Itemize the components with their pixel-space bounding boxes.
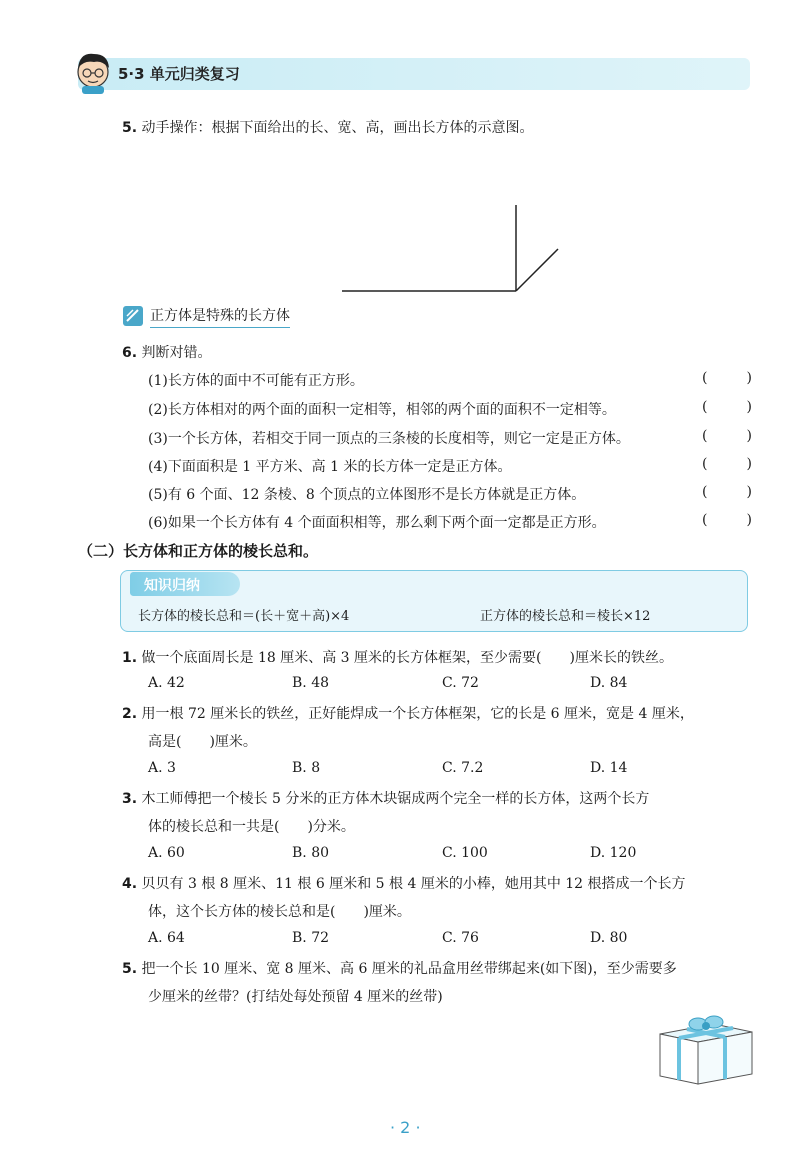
pencil-note-icon [122, 305, 144, 327]
answer-blank[interactable]: ( ) [702, 370, 752, 386]
answer-blank[interactable]: ( ) [702, 399, 752, 415]
option[interactable]: B. 8 [292, 760, 321, 776]
question-text: 动手操作：根据下面给出的长、宽、高，画出长方体的示意图。 [141, 120, 534, 136]
question-draw [122, 117, 534, 137]
question-text-continued: 体的棱长总和一共是( )分米。 [148, 819, 355, 835]
option[interactable]: B. 72 [292, 930, 330, 946]
option[interactable]: A. 60 [148, 845, 185, 861]
question-text: 把一个长 10 厘米、宽 8 厘米、高 6 厘米的礼品盒用丝带绑起来(如下图)，至少需要多 [141, 961, 677, 977]
option[interactable]: A. 42 [148, 675, 185, 691]
question-4: 4. 贝贝有 3 根 8 厘米、11 根 6 厘米和 5 根 4 厘米的小棒，她用其中 12 根搭成一个长方 [122, 876, 686, 892]
page-number: · 2 · [390, 1118, 421, 1137]
answer-blank[interactable]: ( ) [702, 428, 752, 444]
option[interactable]: C. 76 [442, 930, 479, 946]
tip-label: 正方体是特殊的长方体 [150, 305, 290, 328]
gift-box-icon [652, 1010, 762, 1086]
question-text-continued: 体，这个长方体的棱长总和是( )厘米。 [148, 904, 411, 920]
knowledge-tag-label: 知识归纳 [144, 578, 200, 594]
cartoon-boy-icon [70, 46, 116, 94]
question-text-continued: 少厘米的丝带？(打结处每处预留 4 厘米的丝带) [148, 989, 443, 1005]
answer-blank[interactable]: ( ) [702, 456, 752, 472]
option[interactable]: B. 48 [292, 675, 330, 691]
option[interactable]: C. 7.2 [442, 760, 484, 776]
question-number: 5. [122, 120, 138, 136]
formula-cube: 正方体的棱长总和＝棱长×12 [480, 609, 651, 624]
question-5: 5. 把一个长 10 厘米、宽 8 厘米、高 6 厘米的礼品盒用丝带绑起来(如下图)，至少需要多 [122, 961, 677, 977]
question-text: 贝贝有 3 根 8 厘米、11 根 6 厘米和 5 根 4 厘米的小棒，她用其中 12 根搭成一个长方 [141, 876, 686, 892]
option[interactable]: D. 80 [590, 930, 628, 946]
judge-item: (3)一个长方体，若相交于同一顶点的三条棱的长度相等，则它一定是正方体。 [148, 431, 630, 447]
formula-cuboid: 长方体的棱长总和＝(长＋宽＋高)×4 [138, 609, 350, 624]
option[interactable]: C. 100 [442, 845, 488, 861]
question-text-continued: 高是( )厘米。 [148, 734, 257, 750]
question-text: 判断对错。 [141, 345, 212, 361]
question-text: 做一个底面周长是 18 厘米、高 3 厘米的长方体框架，至少需要( )厘米长的铁丝。 [141, 650, 673, 666]
option[interactable]: A. 3 [148, 760, 176, 776]
question-text: 用一根 72 厘米长的铁丝，正好能焊成一个长方体框架，它的长是 6 厘米，宽是 4 厘米， [141, 706, 694, 722]
header-title: 5·3 单元归类复习 [118, 65, 240, 83]
question-text: 木工师傅把一个棱长 5 分米的正方体木块锯成两个完全一样的长方体，这两个长方 [141, 791, 650, 807]
option[interactable]: D. 14 [590, 760, 628, 776]
judge-item: (5)有 6 个面、12 条棱、8 个顶点的立体图形不是长方体就是正方体。 [148, 487, 586, 503]
option[interactable]: D. 84 [590, 675, 628, 691]
option[interactable]: B. 80 [292, 845, 330, 861]
question-3: 3. 木工师傅把一个棱长 5 分米的正方体木块锯成两个完全一样的长方体，这两个长方 [122, 791, 650, 807]
judge-item: (2)长方体相对的两个面的面积一定相等，相邻的两个面的面积不一定相等。 [148, 402, 616, 418]
cuboid-edges-figure [330, 195, 570, 305]
judge-item: (6)如果一个长方体有 4 个面面积相等，那么剩下两个面一定都是正方形。 [148, 515, 606, 531]
option[interactable]: C. 72 [442, 675, 479, 691]
answer-blank[interactable]: ( ) [702, 512, 752, 528]
section-heading: （二）长方体和正方体的棱长总和。 [78, 542, 319, 560]
question-2: 2. 用一根 72 厘米长的铁丝，正好能焊成一个长方体框架，它的长是 6 厘米，宽是 4 厘米， [122, 706, 694, 722]
option[interactable]: D. 120 [590, 845, 637, 861]
question-judge: 6. 判断对错。 [122, 345, 212, 361]
option[interactable]: A. 64 [148, 930, 185, 946]
answer-blank[interactable]: ( ) [702, 484, 752, 500]
question-1: 1. 做一个底面周长是 18 厘米、高 3 厘米的长方体框架，至少需要( )厘米长的铁丝。 [122, 650, 673, 666]
judge-item: (4)下面面积是 1 平方米、高 1 米的长方体一定是正方体。 [148, 459, 512, 475]
judge-item: (1)长方体的面中不可能有正方形。 [148, 373, 364, 389]
